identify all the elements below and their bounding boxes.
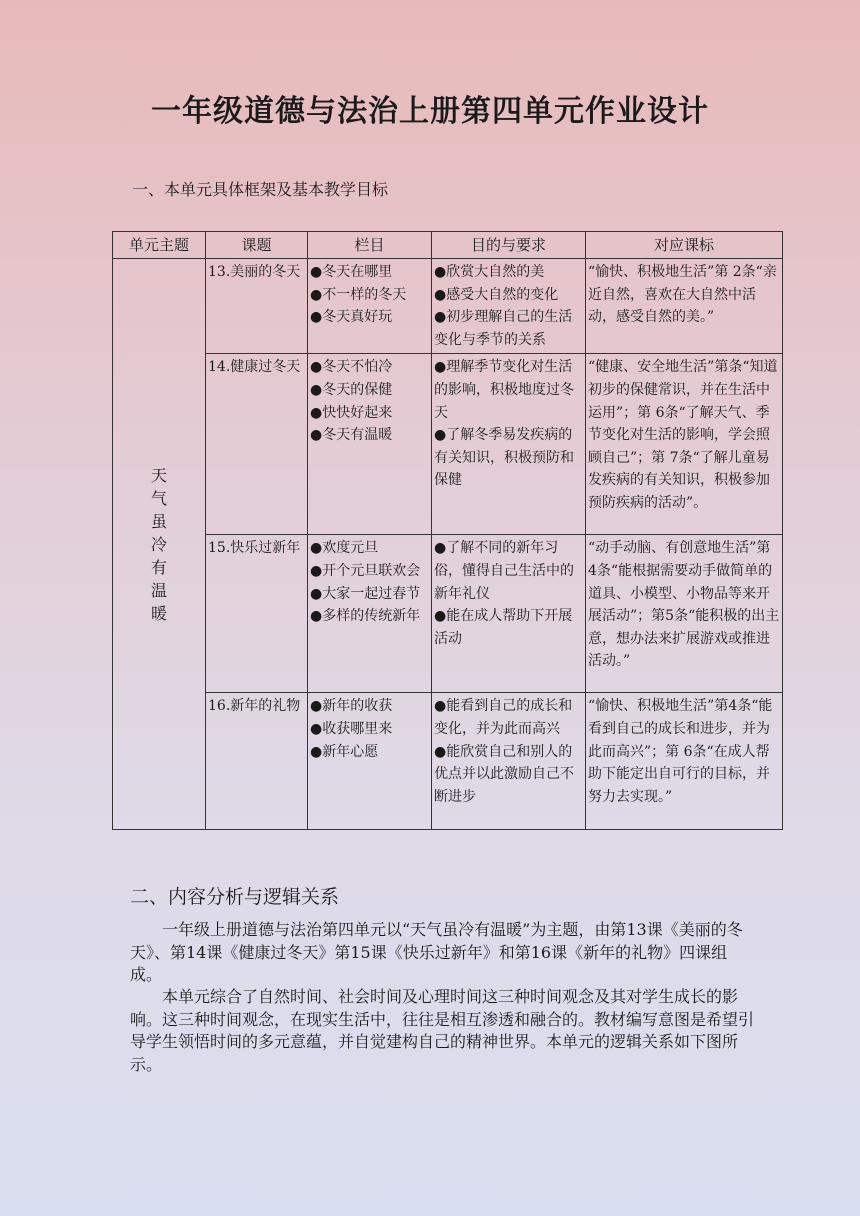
goal-item: ●能看到自己的成长和变化，并为此而高兴 — [434, 698, 573, 737]
column-item: ●大家一起过春节 — [310, 585, 421, 602]
columns-cell — [308, 259, 432, 354]
column-item: ●冬天有温暖 — [310, 427, 393, 444]
column-item: ●不一样的冬天 — [310, 286, 407, 303]
column-item: ●冬天真好玩 — [310, 309, 393, 326]
goal-item: ●了解不同的新年习俗，懂得自己生活中的新年礼仪 — [434, 540, 574, 602]
goal-item: ●能在成人帮助下开展活动 — [434, 608, 573, 647]
column-item: ●开个元旦联欢会 — [310, 562, 421, 579]
column-item: ●收获哪里来 — [310, 720, 393, 737]
columns-cell — [308, 354, 432, 535]
columns-cell — [308, 535, 432, 693]
goal-item: ●欣赏大自然的美 — [434, 264, 545, 280]
column-item: ●冬天不怕冷 — [310, 359, 393, 376]
goals-cell — [432, 354, 586, 535]
table-row — [113, 259, 783, 354]
header-standard: 对应课标 — [586, 232, 783, 259]
table-header-row — [113, 232, 783, 259]
columns-cell — [308, 693, 432, 830]
table-row — [113, 693, 783, 830]
header-columns: 栏目 — [308, 232, 432, 259]
column-item: ●快快好起来 — [310, 404, 393, 421]
standard-cell: “健康、安全地生活”第条“知道初步的保健常识，并在生活中运用”；第 6条“了解天气、季节变化对生活的影响，学会照顾自己”；第 7条“了解儿童易发疾病的有关知识，积极参加预防疾病的活动”。 — [586, 354, 783, 535]
goals-cell — [432, 535, 586, 693]
paragraph-intro: 一年级上册道德与法治第四单元以“天气虽冷有温暖”为主题，由第13课《美丽的冬天》、第14课《健康过冬天》第15课《快乐过新年》和第16课《新年的礼物》四课组成。 — [130, 920, 743, 984]
goal-item: ●了解冬季易发疾病的有关知识，积极预防和保健 — [434, 427, 574, 489]
column-item: ●冬天的保健 — [310, 381, 393, 398]
goal-item: ●能欣赏自己和别人的优点并以此激励自己不断进步 — [434, 743, 574, 805]
lesson-cell: 15.快乐过新年 — [206, 535, 308, 693]
column-item: ●冬天在哪里 — [310, 264, 393, 280]
standard-cell: “愉快、积极地生活”第4条“能看到自己的成长和进步，并为此而高兴”；第 6条“在成人帮助下能定出自可行的目标，并努力去实现。” — [586, 693, 783, 830]
column-item: ●多样的传统新年 — [310, 608, 421, 625]
lesson-cell: 14.健康过冬天 — [206, 354, 308, 535]
column-item: ●新年心愿 — [310, 743, 379, 760]
header-goals: 目的与要求 — [432, 232, 586, 259]
unit-theme: 天气虽冷有温暖 — [150, 465, 167, 623]
table-row — [113, 354, 783, 535]
goals-cell — [432, 693, 586, 830]
section1-heading: 一、本单元具体框架及基本教学目标 — [132, 180, 389, 199]
header-lesson: 课题 — [206, 232, 308, 259]
goals-cell — [432, 259, 586, 354]
table-row — [113, 535, 783, 693]
unit-theme-cell — [113, 259, 206, 830]
paragraph-analysis: 本单元综合了自然时间、社会时间及心理时间这三种时间观念及其对学生成长的影响。这三种时间观念，在现实生活中，往往是相互渗透和融合的。教材编写意图是希望引导学生领悟时间的多元意蕴，并自觉建构自己的精神世界。本单元的逻辑关系如下图所示。 — [130, 987, 755, 1074]
standard-cell: “愉快、积极地生活”第 2条“亲近自然，喜欢在大自然中活动，感受自然的美。” — [586, 259, 783, 354]
unit-framework-table — [112, 231, 783, 830]
column-item: ●新年的收获 — [310, 698, 393, 715]
goal-item: ●感受大自然的变化 — [434, 286, 559, 303]
standard-cell: “动手动脑、有创意地生活”第 4条“能根据需要动手做简单的道具、小模型、小物品等来开展活动”；第5条“能积极的出主意，想办法来扩展游戏或推进活动。” — [586, 535, 783, 693]
column-item: ●欢度元旦 — [310, 540, 379, 557]
lesson-cell: 16.新年的礼物 — [206, 693, 308, 830]
header-theme: 单元主题 — [113, 232, 206, 259]
lesson-cell: 13.美丽的冬天 — [206, 259, 308, 354]
goal-item: ●理解季节变化对生活的影响，积极地度过冬天 — [434, 359, 574, 421]
section2-heading: 二、内容分析与逻辑关系 — [130, 886, 340, 908]
goal-item: ●初步理解自己的生活变化与季节的关系 — [434, 309, 573, 348]
page-title: 一年级道德与法治上册第四单元作业设计 — [151, 94, 709, 129]
